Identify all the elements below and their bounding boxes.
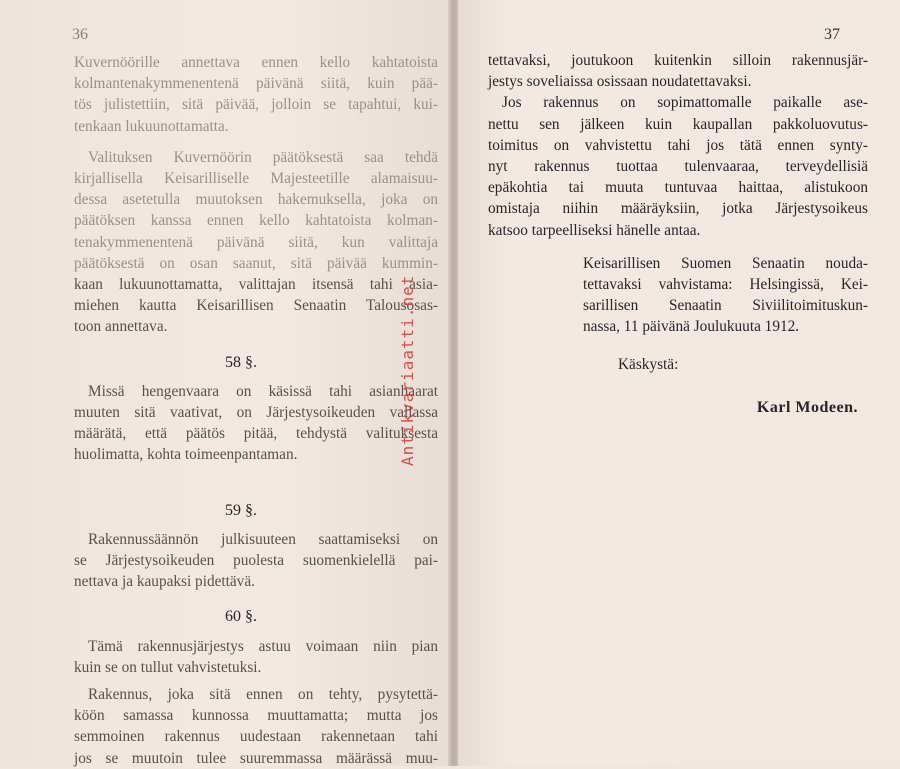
text-line: omistaja niihin määräyksiin, jotka Järjestysoikeus [488,200,868,218]
text-line: Jos rakennus on sopimattomalle paikalle ase- [502,94,868,112]
text-line: kolmantenakymmenentenä päivänä siitä, kuin pää- [74,75,438,93]
paragraph-59 [74,529,438,593]
signature-name: Karl Modeen. [756,398,858,416]
text-line: Kuvernöörille annettava ennen kello kahtatoista [74,54,438,71]
text-line: epäkohtia tai muuta tuntuvaa haittaa, alistukoon [488,179,868,197]
text-line: Rakennussäännön julkisuuteen saattamiseksi on [88,530,438,548]
text-line: kaan lukuunottamatta, valittajan itsensä tahi asia- [74,276,438,294]
paragraph-unsuitable-building [488,92,868,240]
watermark-stamp: Antikvariaatti.net [398,274,417,466]
paragraph-continuation [488,50,868,92]
text-line: miehen kautta Keisarillisen Senaatin Talousosas- [74,297,438,315]
page-number-left: 36 [72,26,88,43]
text-line: tettavaksi, joutukoon kuitenkin silloin rakennusjär- [488,52,868,69]
text-line: kuin se on tullut vahvistetuksi. [74,658,262,676]
text-line: semmoinen rakennus uudestaan rakennetaan tahi [74,728,438,746]
text-line: nyt rakennus tuottaa tulenvaaraa, terveydellisiä [488,158,868,176]
text-line: se Järjestysoikeuden puolesta suomenkielellä pai- [74,552,438,570]
text-line: Tämä rakennusjärjestys astuu voimaan niin pian [88,637,438,655]
section-heading-60: 60 §. [225,608,257,626]
text-line: katsoo tarpeelliseksi hänelle antaa. [488,221,701,239]
paragraph-60-existing [74,684,438,769]
text-line: tös julistettiin, sitä päivää, jolloin se tapahtui, kui- [74,96,438,114]
section-heading-59: 59 §. [225,501,257,519]
text-line: nettava ja kaupaksi pidettävä. [74,573,255,591]
text-line: Keisarillisen Suomen Senaatin nouda- [583,254,868,272]
text-line: tenkaan lukuunottamatta. [74,117,229,135]
text-line: määrätä, että päätös pitää, tehdystä valituksesta [74,425,438,443]
text-line: huolimatta, kohta toimeenpantaman. [74,446,298,464]
text-line: köön samassa kunnossa muuttamatta; mutta jos [74,707,438,725]
signoff-label: Käskystä: [618,355,679,373]
text-line: Rakennus, joka sitä ennen on tehty, pysytettä- [88,686,438,704]
paragraph-60-effect [74,636,438,678]
left-page [0,0,451,766]
paragraph-confirmation [488,253,868,338]
text-line: päätöksen kanssa ennen kello kahtatoista kolman- [74,212,438,230]
text-line: sarillisen Senaatin Siviilitoimituskun- [583,297,868,315]
text-line: jos se muutoin tulee suuremmassa määrässä muu- [74,749,438,767]
text-line: tettavaksi vahvistama: Helsingissä, Kei- [583,276,868,294]
text-line: jestys soveliaissa osissaan noudatettavaksi. [488,73,752,91]
text-line: Missä hengenvaara on käsissä tahi asianhaarat [88,382,438,400]
page-number-right: 37 [824,26,840,43]
text-line: muuten sitä vaativat, on Järjestysoikeuden vallassa [74,404,438,422]
paragraph-58 [74,381,438,466]
text-line: toon annettava. [74,318,168,336]
text-line: nassa, 11 päivänä Joulukuuta 1912. [583,318,800,336]
text-line: kirjallisella Keisarilliselle Majesteetille alamaisuu- [74,170,438,188]
text-line: nettu sen jälkeen kuin kaupallan pakkoluovutus- [488,115,868,133]
text-line: tenakymmenentenä päivänä siitä, kun valittaja [74,233,438,251]
text-line: dessa asetetulla muutoksen hakemuksella, joka on [74,191,438,209]
section-heading-58: 58 §. [225,353,257,371]
paragraph-continuation [74,52,438,137]
text-line: päätöksestä on osan saanut, sitä päivää kummin- [74,254,438,272]
left-page-text [74,52,438,769]
paragraph-appeal [74,147,438,338]
right-page [458,0,900,766]
right-page-text [488,50,868,418]
text-line: toimitus on vahvistettu tahi jos tätä ennen synty- [488,136,868,154]
text-line: Valituksen Kuvernöörin päätöksestä saa tehdä [88,148,438,166]
